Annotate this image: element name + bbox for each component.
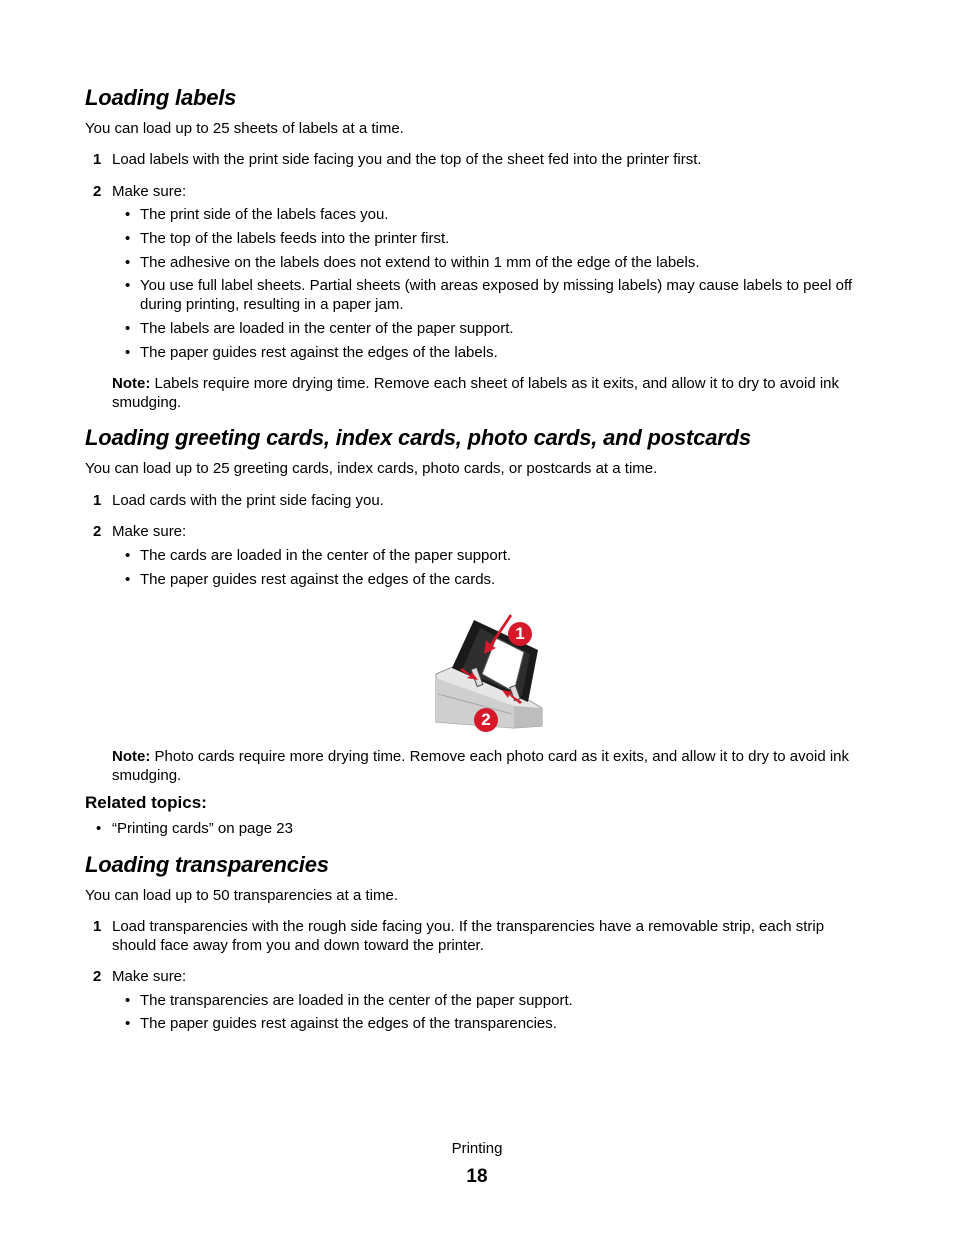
bullet-text: The paper guides rest against the edges of the cards. xyxy=(140,571,496,588)
section-title-labels: Loading labels xyxy=(85,85,237,110)
bullet-text: The paper guides rest against the edges of the transparencies. xyxy=(140,1015,557,1032)
step-number: 2 xyxy=(93,183,102,200)
step-text: Make sure: xyxy=(112,523,187,540)
bullet-dot-icon: • xyxy=(125,230,131,247)
step-number: 1 xyxy=(93,151,102,168)
cards-note xyxy=(112,747,874,785)
bullet-text: The transparencies are loaded in the center of the paper support. xyxy=(140,992,573,1009)
labels-intro: You can load up to 25 sheets of labels at a time. xyxy=(85,120,404,137)
related-topic-link[interactable]: “Printing cards” on page 23 xyxy=(112,820,293,837)
bullet-dot-icon: • xyxy=(125,344,131,361)
step-text: Make sure: xyxy=(112,968,187,985)
bullet-dot-icon: • xyxy=(125,1015,131,1032)
transparencies-intro: You can load up to 50 transparencies at a time. xyxy=(85,887,398,904)
bullet-dot-icon: • xyxy=(125,254,131,271)
bullet-dot-icon: • xyxy=(125,206,131,223)
section-title-cards: Loading greeting cards, index cards, photo cards, and postcards xyxy=(85,425,751,450)
bullet-dot-icon: • xyxy=(125,320,131,337)
note-text: Photo cards require more drying time. Remove each photo card as it exits, and allow it to dry to avoid ink smudging. xyxy=(112,748,850,784)
bullet-dot-icon: • xyxy=(125,571,131,588)
bullet-text: The print side of the labels faces you. xyxy=(140,206,389,223)
cards-intro: You can load up to 25 greeting cards, index cards, photo cards, or postcards at a time. xyxy=(85,460,658,477)
labels-note xyxy=(112,374,874,412)
bullet-text: The paper guides rest against the edges of the labels. xyxy=(140,344,498,361)
bullet-dot-icon: • xyxy=(125,277,131,294)
step-text: Load transparencies with the rough side facing you. If the transparencies have a removable strip, each strip should face away from you and down toward the printer. xyxy=(112,918,825,954)
step-number: 2 xyxy=(93,523,102,540)
section-title-transparencies: Loading transparencies xyxy=(85,852,329,877)
bullet-text: The cards are loaded in the center of the paper support. xyxy=(140,547,512,564)
callout-1-badge: 1 xyxy=(508,622,532,646)
related-topics-heading: Related topics: xyxy=(85,793,207,812)
bullet-text: The labels are loaded in the center of the paper support. xyxy=(140,320,514,337)
printer-loading-cards-illustration xyxy=(434,610,546,736)
step-text: Load labels with the print side facing you and the top of the sheet fed into the printer first. xyxy=(112,151,702,168)
note-label: Note: xyxy=(112,748,151,765)
note-text: Labels require more drying time. Remove each sheet of labels as it exits, and allow it to dry to avoid ink smudging. xyxy=(112,375,840,411)
callout-2-badge: 2 xyxy=(474,708,498,732)
footer-section-label: Printing xyxy=(451,1140,503,1157)
bullet-dot-icon: • xyxy=(125,992,131,1009)
note-label: Note: xyxy=(112,375,151,392)
step-text: Load cards with the print side facing you. xyxy=(112,492,384,509)
step-number: 1 xyxy=(93,918,102,935)
bullet-dot-icon: • xyxy=(125,547,131,564)
bullet-text: The adhesive on the labels does not extend to within 1 mm of the edge of the labels. xyxy=(140,254,700,271)
bullet-text: You use full label sheets. Partial sheets (with areas exposed by missing labels) may cause labels to peel off during printing, resulting in a paper jam. xyxy=(140,277,853,313)
bullet-text: The top of the labels feeds into the printer first. xyxy=(140,230,450,247)
bullet-dot-icon: • xyxy=(96,820,102,837)
step-number: 2 xyxy=(93,968,102,985)
page-number: 18 xyxy=(466,1166,488,1187)
step-text: Make sure: xyxy=(112,183,187,200)
step-number: 1 xyxy=(93,492,102,509)
